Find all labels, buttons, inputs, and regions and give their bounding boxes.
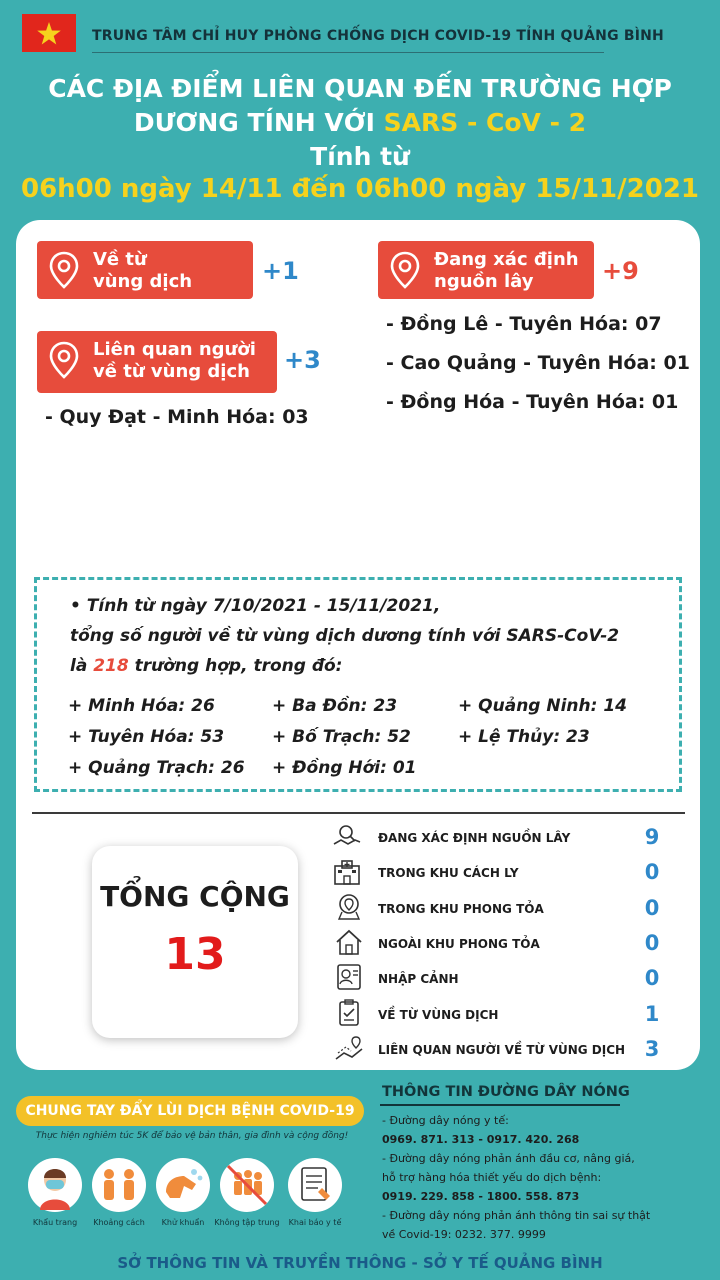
section-divider xyxy=(32,812,685,814)
distance-icon xyxy=(92,1158,146,1212)
hotline-underline xyxy=(380,1104,620,1106)
district-item: + Ba Đồn: 23 xyxy=(272,696,398,716)
district-item: + Tuyên Hóa: 53 xyxy=(68,727,225,747)
stat-value: 3 xyxy=(644,1037,660,1061)
clipboard-check-icon xyxy=(334,999,364,1027)
stat-icon-clipboard xyxy=(334,999,364,1031)
hotline-text: - Đường dây nóng phản ánh thông tin sai sự thật xyxy=(382,1209,651,1222)
virus-name: SARS - CoV - 2 xyxy=(383,108,587,137)
summary-line-3 xyxy=(70,656,342,676)
stat-label: TRONG KHU PHONG TỎA xyxy=(378,902,544,916)
location-item: - Đồng Hóa - Tuyên Hóa: 01 xyxy=(386,391,679,413)
passport-icon xyxy=(334,963,364,991)
summary-text: trường hợp, trong đó: xyxy=(128,656,343,676)
district-item: + Minh Hóa: 26 xyxy=(68,696,215,716)
location-pin-icon xyxy=(49,251,79,289)
stat-icon-hospital xyxy=(332,858,362,890)
category-label-line-1: Đang xác định xyxy=(434,249,579,270)
hotline-text: - Đường dây nóng y tế: xyxy=(382,1114,509,1127)
stat-label: VỀ TỪ VÙNG DỊCH xyxy=(378,1008,499,1022)
title-line-3: Tính từ xyxy=(310,142,410,171)
stat-value: 0 xyxy=(644,966,660,990)
organization-name: TRUNG TÂM CHỈ HUY PHÒNG CHỐNG DỊCH COVID-19 TỈNH QUẢNG BÌNH xyxy=(92,28,664,44)
title-line-2-text: DƯƠNG TÍNH VỚI xyxy=(133,108,384,137)
5k-label: Khai báo y tế xyxy=(288,1218,342,1227)
hotline-text: hỗ trợ hàng hóa thiết yếu do dịch bệnh: xyxy=(382,1171,602,1184)
stat-label: LIÊN QUAN NGƯỜI VỀ TỪ VÙNG DỊCH xyxy=(378,1043,626,1057)
district-item: + Đồng Hới: 01 xyxy=(272,758,417,778)
hotline-title: THÔNG TIN ĐƯỜNG DÂY NÓNG xyxy=(382,1084,630,1100)
hotline-text: - Đường dây nóng phản ánh đầu cơ, nâng giá, xyxy=(382,1152,635,1165)
category-label-line-1: Liên quan người xyxy=(93,339,256,360)
no-gathering-icon xyxy=(220,1158,274,1212)
count-ve-tu-vung-dich: +1 xyxy=(262,257,299,285)
district-item: + Quảng Trạch: 26 xyxy=(68,758,245,778)
stat-label: TRONG KHU CÁCH LY xyxy=(378,866,519,880)
total-box xyxy=(92,846,298,1038)
sanitize-icon xyxy=(156,1158,210,1212)
mask-icon xyxy=(28,1158,82,1212)
footer-credits: SỞ THÔNG TIN VÀ TRUYỀN THÔNG - SỞ Y TẾ QUẢNG BÌNH xyxy=(117,1254,603,1272)
category-label-line-1: Về từ xyxy=(93,249,147,270)
stat-icon-passport xyxy=(334,963,364,995)
category-label-line-2: nguồn lây xyxy=(434,271,534,292)
category-label-line-2: vùng dịch xyxy=(93,271,193,292)
stat-label: ĐANG XÁC ĐỊNH NGUỒN LÂY xyxy=(378,831,571,845)
location-pin-icon xyxy=(390,251,420,289)
slogan-banner: CHUNG TAY ĐẨY LÙI DỊCH BỆNH COVID-19 xyxy=(16,1096,364,1126)
health-declaration-icon xyxy=(288,1158,342,1212)
category-ve-tu-vung-dich xyxy=(37,241,253,299)
total-label: TỔNG CỘNG xyxy=(100,880,290,913)
slogan-subtitle: Thực hiện nghiêm túc 5K để bảo vệ bản thân, gia đình và cộng đồng! xyxy=(35,1131,349,1141)
location-item: - Đồng Lê - Tuyên Hóa: 07 xyxy=(386,313,662,335)
category-lien-quan xyxy=(37,331,277,393)
location-badge-icon xyxy=(334,893,364,921)
5k-label: Khử khuẩn xyxy=(161,1218,205,1227)
stat-icon-map-search xyxy=(332,822,362,854)
5k-label: Khẩu trang xyxy=(32,1218,78,1227)
category-label-line-2: về từ vùng dịch xyxy=(93,361,250,382)
map-search-icon xyxy=(332,822,362,850)
stat-label: NHẬP CẢNH xyxy=(378,972,459,986)
summary-text: là xyxy=(70,656,94,676)
5k-label: Không tập trung xyxy=(214,1218,280,1227)
house-icon xyxy=(334,928,364,956)
header-divider xyxy=(92,52,604,53)
title-line-2 xyxy=(0,108,720,137)
location-item: - Quy Đạt - Minh Hóa: 03 xyxy=(45,406,309,428)
location-pin-icon xyxy=(49,341,79,379)
date-range: 06h00 ngày 14/11 đến 06h00 ngày 15/11/2021 xyxy=(20,174,700,204)
stat-value: 1 xyxy=(644,1002,660,1026)
stat-value: 0 xyxy=(644,931,660,955)
stat-value: 9 xyxy=(644,825,660,849)
district-item: + Bố Trạch: 52 xyxy=(272,727,411,747)
district-item: + Lệ Thủy: 23 xyxy=(458,727,590,747)
stat-value: 0 xyxy=(644,860,660,884)
district-item: + Quảng Ninh: 14 xyxy=(458,696,628,716)
stat-icon-house xyxy=(334,928,364,960)
stat-icon-location-badge xyxy=(334,893,364,925)
hospital-icon xyxy=(332,858,362,886)
hotline-number: 0969. 871. 313 - 0917. 420. 268 xyxy=(382,1133,580,1146)
stat-label: NGOÀI KHU PHONG TỎA xyxy=(378,937,540,951)
total-value: 13 xyxy=(164,929,226,980)
stat-value: 0 xyxy=(644,896,660,920)
summary-line-2: tổng số người về từ vùng dịch dương tính với SARS-CoV-2 xyxy=(70,626,620,646)
count-lien-quan: +3 xyxy=(284,346,321,374)
map-route-icon xyxy=(334,1035,364,1063)
category-dang-xac-dinh xyxy=(378,241,594,299)
5k-label: Khoảng cách xyxy=(93,1218,145,1227)
location-item: - Cao Quảng - Tuyên Hóa: 01 xyxy=(386,352,690,374)
summary-total-number: 218 xyxy=(93,656,129,676)
vietnam-flag-icon xyxy=(22,14,76,52)
hotline-text: về Covid-19: 0232. 377. 9999 xyxy=(382,1228,546,1241)
title-line-1: CÁC ĐỊA ĐIỂM LIÊN QUAN ĐẾN TRƯỜNG HỢP xyxy=(48,74,672,103)
summary-line-1: • Tính từ ngày 7/10/2021 - 15/11/2021, xyxy=(70,596,441,616)
count-dang-xac-dinh: +9 xyxy=(602,257,639,285)
hotline-number: 0919. 229. 858 - 1800. 558. 873 xyxy=(382,1190,580,1203)
stat-icon-map-route xyxy=(334,1035,364,1067)
star-icon xyxy=(22,14,76,52)
